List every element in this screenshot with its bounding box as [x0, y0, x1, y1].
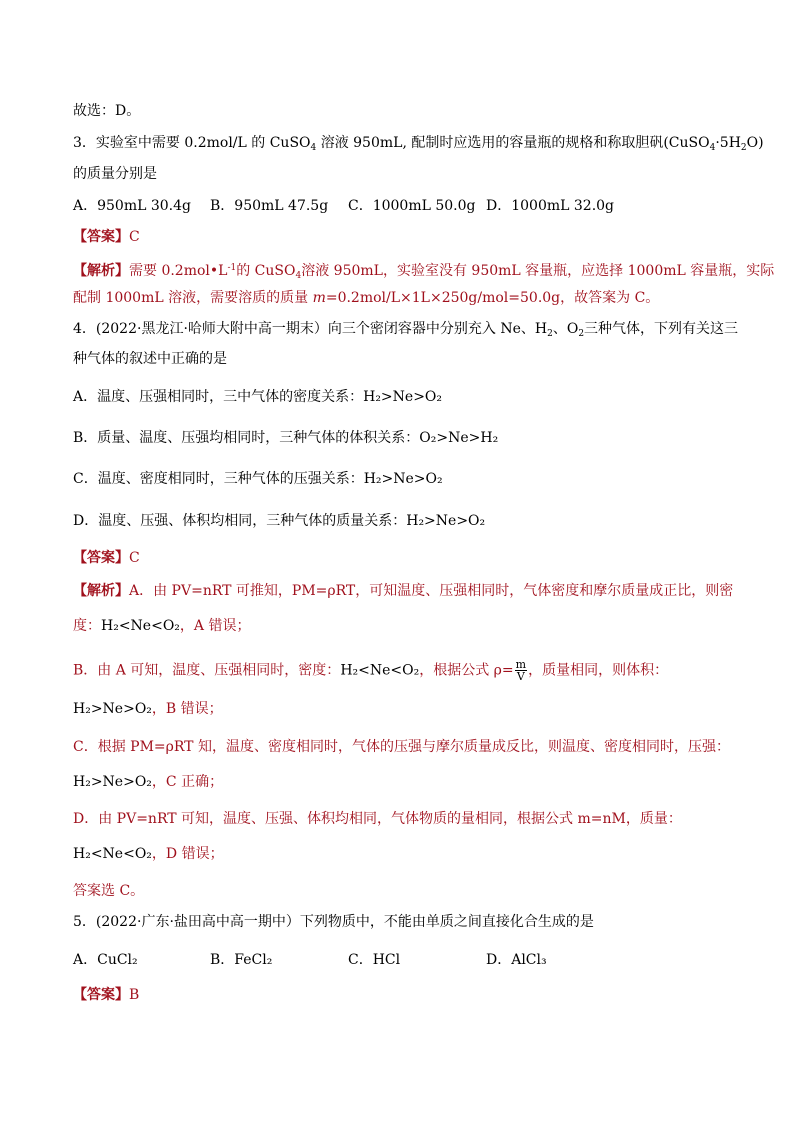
q4-analysis-c-line1: C．根据 PM=ρRT 知，温度、密度相同时，气体的压强与摩尔质量成反比，则温度、密度相同时，压强： [73, 739, 730, 755]
q4-analysis-d-line1: D．由 PV=nRT 可知，温度、压强、体积均相同，气体物质的量相同，根据公式 m=nM，质量： [73, 811, 682, 827]
q3-option-a: A．950mL 30.4g [73, 198, 191, 214]
q4-option-a: A．温度、压强相同时，三中气体的密度关系：H₂>Ne>O₂ [73, 389, 443, 405]
q5-option-a: A．CuCl₂ [73, 952, 138, 968]
q3-stem-line1: 3．实验室中需要 0.2mol/L 的 CuSO$_4$ 溶液 950mL, 配制时应选用的容量瓶的规格和称取胆矾$(CuSO_4\cdot 5H_2O)$ [73, 135, 764, 153]
q5-option-d: D．AlCl₃ [486, 952, 547, 968]
q4-answer: 【答案】C [73, 550, 140, 566]
q5-option-c: C．HCl [348, 952, 401, 968]
q4-analysis-b-line2: H₂>Ne>O₂，B 错误； [73, 701, 223, 717]
q4-analysis-c-line2: H₂>Ne>O₂，C 正确； [73, 774, 224, 790]
previous-conclusion: 故选：D。 [73, 103, 141, 119]
q5-answer: 【答案】B [73, 987, 140, 1003]
q3-analysis-line1: 【解析】需要 $0.2mol•L^{-1}$的 CuSO$_4$溶液 950mL，实验室没有 950mL 容量瓶，应选择 1000mL 容量瓶，实际 [73, 263, 775, 281]
q5-stem: 5．(2022·广东·盐田高中高一期中）下列物质中，不能由单质之间直接化合生成的是 [73, 914, 594, 930]
q4-analysis-a-line2: 度：H₂<Ne<O₂，A 错误； [73, 618, 251, 634]
q4-analysis-a-line1: 【解析】A．由 PV=nRT 可推知，PM=ρRT，可知温度、压强相同时，气体密度和摩尔质量成正比，则密 [73, 583, 734, 599]
q3-stem-line2: 的质量分别是 [73, 166, 157, 182]
q5-option-b: B．FeCl₂ [210, 952, 273, 968]
q4-analysis-b-line1: B．由 A 可知，温度、压强相同时，密度：H₂<Ne<O₂，根据公式 ρ= $\frac{m}{V}$ ，质量相同，则体积： [73, 658, 669, 683]
q4-option-d: D．温度、压强、体积均相同，三种气体的质量关系：H₂>Ne>O₂ [73, 513, 486, 529]
q3-answer: 【答案】C [73, 229, 140, 245]
q4-stem-line2: 种气体的叙述中正确的是 [73, 351, 227, 367]
q4-option-b: B．质量、温度、压强均相同时，三种气体的体积关系：O₂>Ne>H₂ [73, 430, 499, 446]
q3-option-b: B．950mL 47.5g [210, 198, 329, 214]
q4-analysis-d-line2: H₂<Ne<O₂，D 错误； [73, 846, 224, 862]
q3-analysis-line2: 配制 1000mL 溶液，需要溶质的质量 m=0.2mol/L×1L×250g/mol=50.0g，故答案为 C。 [73, 290, 660, 306]
q4-option-c: C．温度、密度相同时，三种气体的压强关系：H₂>Ne>O₂ [73, 471, 443, 487]
q3-option-d: D．1000mL 32.0g [486, 198, 615, 214]
q3-option-c: C．1000mL 50.0g [348, 198, 476, 214]
density-fraction: $\frac{m}{V}$ [515, 658, 527, 683]
q4-conclusion: 答案选 C。 [73, 883, 145, 899]
q4-stem-line1: 4．(2022·黑龙江·哈师大附中高一期末）向三个密闭容器中分别充入 Ne、$H_2$、$O_2$三种气体，下列有关这三 [73, 321, 739, 339]
